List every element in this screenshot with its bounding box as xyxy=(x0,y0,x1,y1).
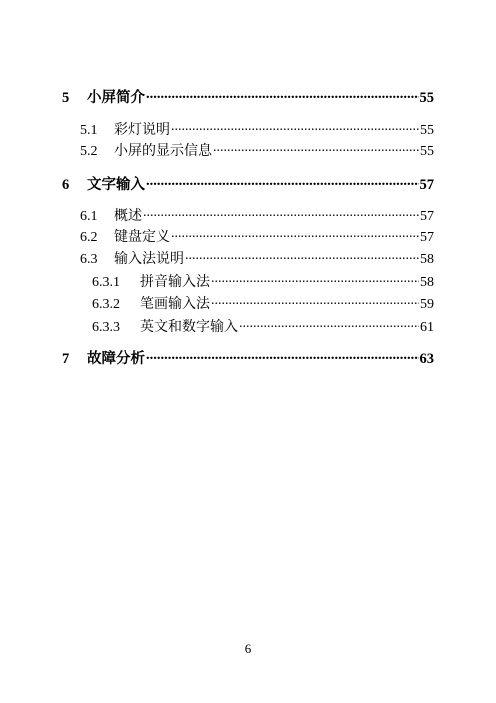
toc-entry-page: 61 xyxy=(420,320,434,335)
toc-entry-number: 6.3 xyxy=(80,252,98,267)
toc-entry-number: 5 xyxy=(62,89,70,106)
toc-entry-title: 输入法说明 xyxy=(114,252,184,267)
toc-entry-number: 5.1 xyxy=(80,123,98,138)
toc-entry-title: 键盘定义 xyxy=(114,230,170,245)
toc-entry-6-3[interactable] xyxy=(80,249,434,267)
toc-entry-page: 57 xyxy=(419,176,434,193)
toc-entry-number: 5.2 xyxy=(80,144,98,159)
page-number: 6 xyxy=(244,641,252,656)
dot-leader xyxy=(211,294,419,308)
toc-entry-page: 55 xyxy=(419,89,434,106)
toc-entry-7[interactable] xyxy=(62,348,434,366)
toc-entry-number: 6.2 xyxy=(80,230,98,245)
toc-entry-title: 小屏简介 xyxy=(87,89,145,106)
toc-entry-title: 小屏的显示信息 xyxy=(114,144,212,159)
toc-entry-page: 59 xyxy=(420,297,434,312)
dot-leader xyxy=(146,174,419,189)
dot-leader xyxy=(171,120,419,134)
toc-entry-page: 58 xyxy=(420,252,434,267)
toc-entry-title: 笔画输入法 xyxy=(140,297,210,312)
toc-entry-title: 故障分析 xyxy=(87,350,145,367)
toc-entry-number: 6 xyxy=(62,176,70,193)
toc-entry-page: 55 xyxy=(420,144,434,159)
toc-entry-number: 6.3.3 xyxy=(92,320,120,335)
toc-entry-6-2[interactable] xyxy=(80,227,434,245)
dot-leader xyxy=(146,348,419,363)
toc-entry-5-2[interactable] xyxy=(80,141,434,159)
toc-entry-6-3-3[interactable] xyxy=(92,317,434,335)
dot-leader xyxy=(171,227,419,241)
toc-entry-number: 6.3.2 xyxy=(92,297,120,312)
toc-entry-6-3-1[interactable] xyxy=(92,272,434,290)
toc-entry-6[interactable] xyxy=(62,174,434,192)
toc-entry-title: 彩灯说明 xyxy=(114,123,170,138)
toc-entry-page: 57 xyxy=(420,209,434,224)
toc-entry-5[interactable] xyxy=(62,87,434,105)
toc-entry-page: 63 xyxy=(419,350,434,367)
dot-leader xyxy=(211,272,419,286)
toc-entry-title: 概述 xyxy=(114,209,142,224)
dot-leader xyxy=(213,141,419,155)
toc-entry-number: 6.3.1 xyxy=(92,275,120,290)
dot-leader xyxy=(239,317,419,331)
toc-entry-title: 拼音输入法 xyxy=(140,275,210,290)
toc-entry-6-3-2[interactable] xyxy=(92,294,434,312)
toc-entry-5-1[interactable] xyxy=(80,120,434,138)
dot-leader xyxy=(143,206,419,220)
dot-leader xyxy=(146,87,419,102)
toc-entry-title: 文字输入 xyxy=(87,176,145,193)
toc-entry-title: 英文和数字输入 xyxy=(140,320,238,335)
toc-entry-page: 57 xyxy=(420,230,434,245)
toc-entry-number: 6.1 xyxy=(80,209,98,224)
toc-entry-page: 55 xyxy=(420,123,434,138)
toc-entry-6-1[interactable] xyxy=(80,206,434,224)
dot-leader xyxy=(185,249,419,263)
toc-entry-number: 7 xyxy=(62,350,70,367)
toc-entry-page: 58 xyxy=(420,275,434,290)
